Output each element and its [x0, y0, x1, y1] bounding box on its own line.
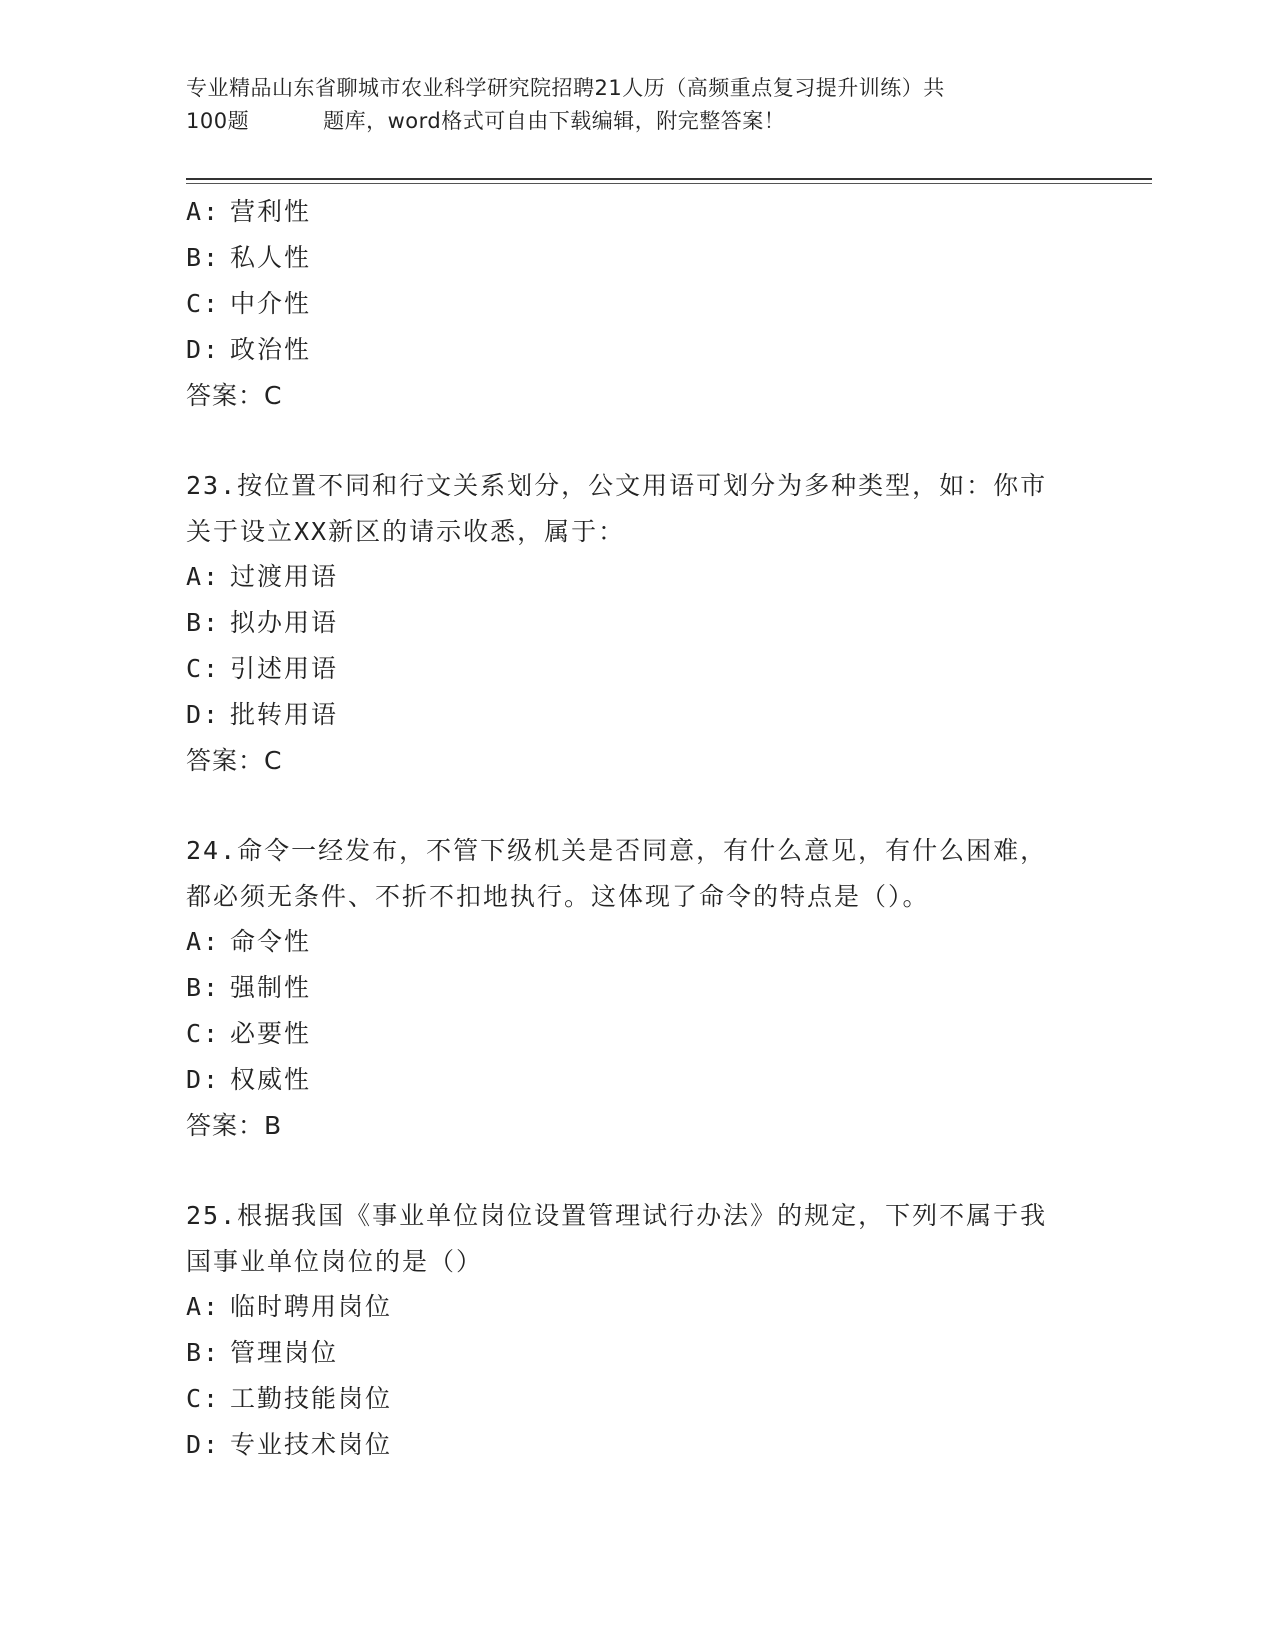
option-letter: B: — [186, 608, 221, 637]
option-letter: A: — [186, 562, 221, 591]
option-text: 过渡用语 — [230, 562, 339, 591]
option-d — [186, 1422, 1086, 1468]
question-stem: 25.根据我国《事业单位岗位设置管理试行办法》的规定，下列不属于我国事业单位岗位的是（） — [186, 1201, 1048, 1276]
option-letter: B: — [186, 243, 221, 272]
answer-line: 答案：C — [186, 381, 283, 410]
option-a — [186, 554, 1086, 600]
option-d — [186, 692, 1086, 738]
option-a — [186, 189, 1086, 235]
option-b — [186, 235, 1086, 281]
option-letter: C: — [186, 1019, 221, 1048]
option-text: 中介性 — [230, 289, 312, 318]
option-b — [186, 1330, 1086, 1376]
option-letter: A: — [186, 927, 221, 956]
option-letter: C: — [186, 654, 221, 683]
question-list — [186, 189, 1086, 1468]
answer-line: 答案：C — [186, 746, 283, 775]
header-divider-thick — [186, 178, 1152, 180]
option-letter: D: — [186, 700, 221, 729]
option-text: 临时聘用岗位 — [230, 1292, 393, 1321]
option-text: 私人性 — [230, 243, 312, 272]
option-text: 强制性 — [230, 973, 312, 1002]
option-text: 引述用语 — [230, 654, 339, 683]
header-question-count: 100题 — [186, 109, 250, 133]
question-23 — [186, 463, 1086, 784]
option-b — [186, 600, 1086, 646]
header-divider-thin — [186, 183, 1152, 184]
option-c — [186, 646, 1086, 692]
question-25 — [186, 1193, 1086, 1468]
option-d — [186, 327, 1086, 373]
question-24 — [186, 828, 1086, 1149]
header-title-line1: 专业精品山东省聊城市农业科学研究院招聘21人历（高频重点复习提升训练）共 — [186, 76, 945, 100]
option-letter: A: — [186, 1292, 221, 1321]
option-c — [186, 1011, 1086, 1057]
option-text: 拟办用语 — [230, 608, 339, 637]
header-title-line2 — [186, 105, 1086, 138]
option-letter: D: — [186, 1065, 221, 1094]
option-c — [186, 281, 1086, 327]
option-text: 必要性 — [230, 1019, 312, 1048]
option-letter: B: — [186, 1338, 221, 1367]
option-letter: C: — [186, 1384, 221, 1413]
option-b — [186, 965, 1086, 1011]
question-stem: 23.按位置不同和行文关系划分，公文用语可划分为多种类型，如：你市关于设立XX新区的请示收悉，属于： — [186, 471, 1048, 546]
option-text: 营利性 — [230, 197, 312, 226]
option-d — [186, 1057, 1086, 1103]
option-text: 命令性 — [230, 927, 312, 956]
question-22 — [186, 189, 1086, 419]
option-letter: B: — [186, 973, 221, 1002]
option-letter: D: — [186, 335, 221, 364]
option-text: 批转用语 — [230, 700, 339, 729]
option-c — [186, 1376, 1086, 1422]
option-text: 政治性 — [230, 335, 312, 364]
option-text: 管理岗位 — [230, 1338, 339, 1367]
question-stem: 24.命令一经发布，不管下级机关是否同意，有什么意见，有什么困难，都必须无条件、不折不扣地执行。这体现了命令的特点是（）。 — [186, 836, 1048, 911]
option-text: 工勤技能岗位 — [230, 1384, 393, 1413]
option-text: 专业技术岗位 — [230, 1430, 393, 1459]
answer-line: 答案：B — [186, 1111, 283, 1140]
option-text: 权威性 — [230, 1065, 312, 1094]
option-letter: C: — [186, 289, 221, 318]
header-subtitle: 题库，word格式可自由下载编辑，附完整答案！ — [323, 109, 786, 133]
option-a — [186, 1284, 1086, 1330]
option-a — [186, 919, 1086, 965]
option-letter: A: — [186, 197, 221, 226]
document-header — [186, 72, 1086, 138]
option-letter: D: — [186, 1430, 221, 1459]
